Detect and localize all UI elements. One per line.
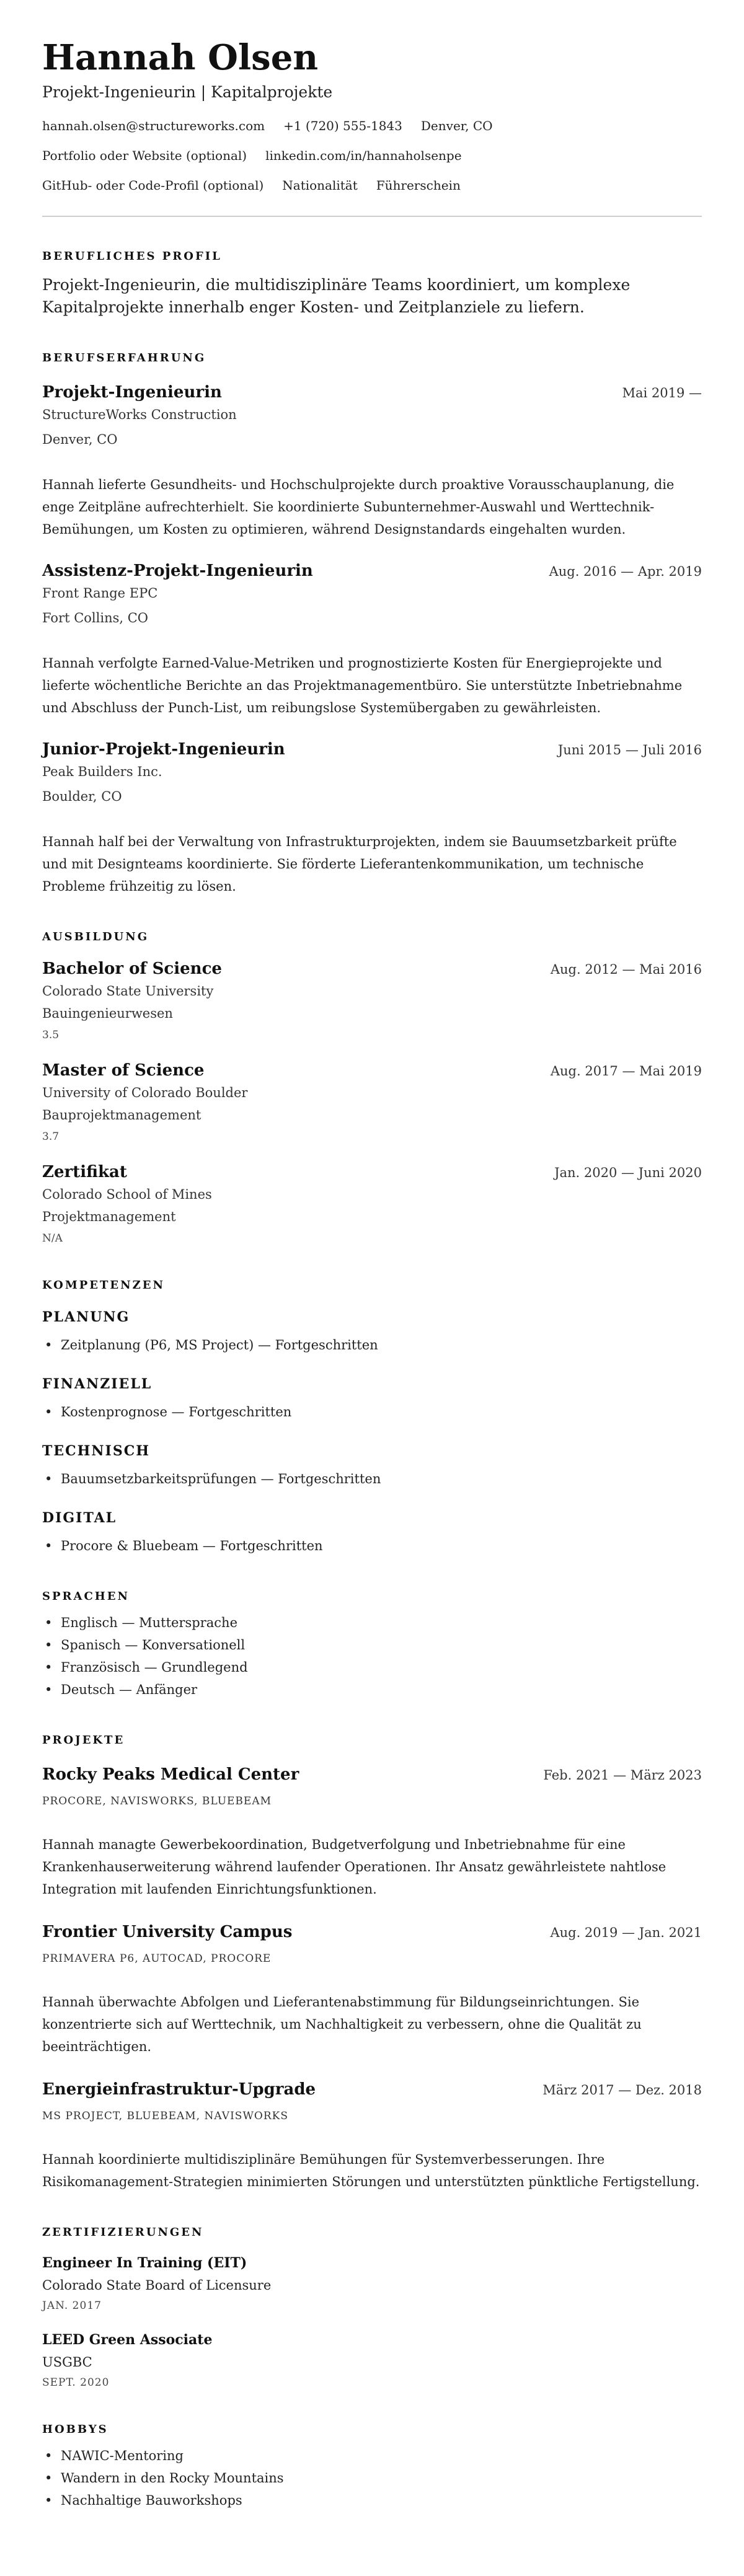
experience-dates: Juni 2015 — Juli 2016 (557, 743, 702, 757)
contact-phone[interactable]: +1 (720) 555-1843 (283, 118, 402, 133)
certifications-section-title: ZERTIFIZIERUNGEN (42, 2226, 204, 2239)
experience-company: Peak Builders Inc. (42, 764, 162, 779)
experience-location: Fort Collins, CO (42, 611, 149, 625)
project-dates: Feb. 2021 — März 2023 (543, 1768, 702, 1783)
contact-row-links (42, 148, 702, 164)
contact-row-extra (42, 177, 702, 193)
hobby-item: • Wandern in den Rocky Mountains (42, 2467, 702, 2489)
profile-section (42, 249, 702, 319)
project-tech: MS PROJECT, BLUEBEAM, NAVISWORKS (42, 2110, 288, 2122)
candidate-tagline: Projekt-Ingenieurin | Kapitalprojekte (42, 83, 333, 101)
experience-section (42, 351, 702, 898)
certification-name: Engineer In Training (EIT) (42, 2255, 247, 2271)
projects-section (42, 1733, 702, 2193)
skills-section-title: KOMPETENZEN (42, 1279, 165, 1292)
contact-github[interactable]: GitHub- oder Code-Profil (optional) (42, 178, 264, 193)
contact-row-primary (42, 118, 702, 134)
education-grade: 3.7 (42, 1131, 60, 1143)
certification-date: SEPT. 2020 (42, 2376, 110, 2389)
header-divider (42, 216, 702, 217)
contact-email[interactable]: hannah.olsen@structureworks.com (42, 118, 265, 133)
certification-entry (42, 2331, 702, 2390)
skill-list (42, 1468, 702, 1490)
hobby-list (42, 2445, 702, 2512)
education-section (42, 930, 702, 1246)
hobbies-section-title: HOBBYS (42, 2423, 108, 2436)
skill-list (42, 1401, 702, 1423)
profile-section-title: BERUFLICHES PROFIL (42, 250, 222, 263)
project-name: Rocky Peaks Medical Center (42, 1765, 299, 1784)
project-name: Frontier University Campus (42, 1923, 293, 1941)
contact-linkedin[interactable]: linkedin.com/in/hannaholsenpe (265, 148, 462, 163)
certification-name: LEED Green Associate (42, 2332, 213, 2348)
language-list (42, 1612, 702, 1701)
education-field: Bauprojektmanagement (42, 1108, 202, 1123)
skills-section (42, 1278, 702, 1557)
project-description: Hannah überwachte Abfolgen und Lieferantenabstimmung für Bildungseinrichtungen. Sie konzentrierte sich auf Werttechnik, um Nachhaltigkeit zu verbessern, ohne die Qualität zu beeinträchtigen. (42, 1995, 642, 2054)
contact-portfolio[interactable]: Portfolio oder Website (optional) (42, 148, 247, 163)
experience-dates: Aug. 2016 — Apr. 2019 (549, 564, 702, 579)
skill-item: • Bauumsetzbarkeitsprüfungen — Fortgeschritten (42, 1468, 702, 1490)
education-degree: Zertifikat (42, 1163, 127, 1181)
project-description: Hannah managte Gewerbekoordination, Budgetverfolgung und Inbetriebnahme für eine Krankenhauserweiterung während laufender Operationen. Ihr Ansatz gewährleistete nahtlose Integration mit laufenden Einrichtungsfunktionen. (42, 1837, 666, 1897)
education-field: Projektmanagement (42, 1209, 176, 1224)
experience-location: Boulder, CO (42, 789, 122, 804)
education-school: University of Colorado Boulder (42, 1085, 248, 1100)
skill-group-title: FINANZIELL (42, 1376, 153, 1392)
project-dates: Aug. 2019 — Jan. 2021 (550, 1925, 702, 1940)
certifications-section (42, 2225, 702, 2390)
education-dates: Aug. 2017 — Mai 2019 (550, 1064, 702, 1078)
experience-role: Assistenz-Projekt-Ingenieurin (42, 562, 313, 580)
experience-dates: Mai 2019 — (622, 386, 702, 400)
education-dates: Jan. 2020 — Juni 2020 (554, 1165, 702, 1180)
skill-item: • Zeitplanung (P6, MS Project) — Fortgeschritten (42, 1334, 702, 1356)
certification-issuer: USGBC (42, 2355, 92, 2370)
skill-item: • Procore & Bluebeam — Fortgeschritten (42, 1535, 702, 1557)
skill-group-title: DIGITAL (42, 1510, 117, 1526)
project-name: Energieinfrastruktur-Upgrade (42, 2080, 316, 2099)
experience-role: Junior-Projekt-Ingenieurin (42, 740, 285, 759)
skill-list (42, 1334, 702, 1356)
experience-location: Denver, CO (42, 432, 118, 447)
education-degree: Master of Science (42, 1061, 205, 1080)
contact-license: Führerschein (376, 178, 461, 193)
skill-list (42, 1535, 702, 1557)
education-degree: Bachelor of Science (42, 959, 222, 978)
experience-description: Hannah verfolgte Earned-Value-Metriken und prognostizierte Kosten für Energieprojekte und lieferte wöchentliche Berichte an das Projektmanagementbüro. Sie unterstützte Inbetriebnahme und Abschluss der Punch-List, um reibungslose Systemübergaben zu gewährleisten. (42, 656, 683, 715)
education-grade: 3.5 (42, 1029, 60, 1041)
contact-location: Denver, CO (420, 118, 493, 133)
experience-section-title: BERUFSERFAHRUNG (42, 351, 206, 364)
certification-date: JAN. 2017 (42, 2300, 102, 2312)
project-entry (42, 2079, 702, 2193)
language-item: • Französisch — Grundlegend (42, 1656, 702, 1678)
hobbies-section (42, 2422, 702, 2512)
hobby-item: • NAWIC-Mentoring (42, 2445, 702, 2467)
project-description: Hannah koordinierte multidisziplinäre Bemühungen für Systemverbesserungen. Ihre Risikomanagement-Strategien minimierten Störungen und unterstützten pünktliche Fertigstellung. (42, 2152, 700, 2189)
experience-role: Projekt-Ingenieurin (42, 383, 222, 402)
language-item: • Spanisch — Konversationell (42, 1634, 702, 1656)
resume-header (42, 37, 702, 193)
language-item: • Englisch — Muttersprache (42, 1612, 702, 1634)
hobby-item: • Nachhaltige Bauworkshops (42, 2489, 702, 2512)
contact-nationality: Nationalität (282, 178, 358, 193)
languages-section-title: SPRACHEN (42, 1590, 130, 1603)
skill-item: • Kostenprognose — Fortgeschritten (42, 1401, 702, 1423)
certification-issuer: Colorado State Board of Licensure (42, 2278, 272, 2293)
certification-entry (42, 2254, 702, 2313)
project-tech: PROCORE, NAVISWORKS, BLUEBEAM (42, 1795, 272, 1807)
education-section-title: AUSBILDUNG (42, 930, 149, 943)
candidate-name: Hannah Olsen (42, 37, 319, 78)
education-entry (42, 1060, 702, 1144)
experience-entry (42, 739, 702, 898)
project-entry (42, 1764, 702, 1900)
project-entry (42, 1921, 702, 2058)
experience-entry (42, 382, 702, 540)
experience-description: Hannah half bei der Verwaltung von Infrastrukturprojekten, indem sie Bauumsetzbarkeit prüfte und mit Designteams koordinierte. Sie förderte Lieferantenkommunikation, um technische Probleme frühzeitig zu lösen. (42, 834, 677, 894)
education-entry (42, 1162, 702, 1246)
project-tech: PRIMAVERA P6, AUTOCAD, PROCORE (42, 1952, 272, 1965)
education-entry (42, 958, 702, 1043)
experience-entry (42, 560, 702, 719)
profile-summary: Projekt-Ingenieurin, die multidisziplinäre Teams koordiniert, um komplexe Kapitalprojekte innerhalb enger Kosten- und Zeitplanziele zu liefern. (42, 276, 631, 316)
project-dates: März 2017 — Dez. 2018 (542, 2083, 702, 2097)
projects-section-title: PROJEKTE (42, 1734, 125, 1747)
experience-company: StructureWorks Construction (42, 407, 237, 422)
experience-company: Front Range EPC (42, 586, 158, 601)
education-school: Colorado School of Mines (42, 1187, 212, 1202)
skill-group-title: PLANUNG (42, 1309, 130, 1325)
education-school: Colorado State University (42, 984, 214, 999)
experience-description: Hannah lieferte Gesundheits- und Hochschulprojekte durch proaktive Vorausschauplanung, die enge Zeitpläne aufrechterhielt. Sie koordinierte Subunternehmer-Auswahl und Werttechnik-Bemühungen, um Kosten zu optimieren, während Designstandards eingehalten wurden. (42, 477, 675, 537)
education-grade: N/A (42, 1232, 63, 1245)
language-item: • Deutsch — Anfänger (42, 1678, 702, 1701)
education-dates: Aug. 2012 — Mai 2016 (550, 962, 702, 977)
languages-section (42, 1589, 702, 1701)
education-field: Bauingenieurwesen (42, 1006, 173, 1021)
skill-group-title: TECHNISCH (42, 1443, 151, 1459)
